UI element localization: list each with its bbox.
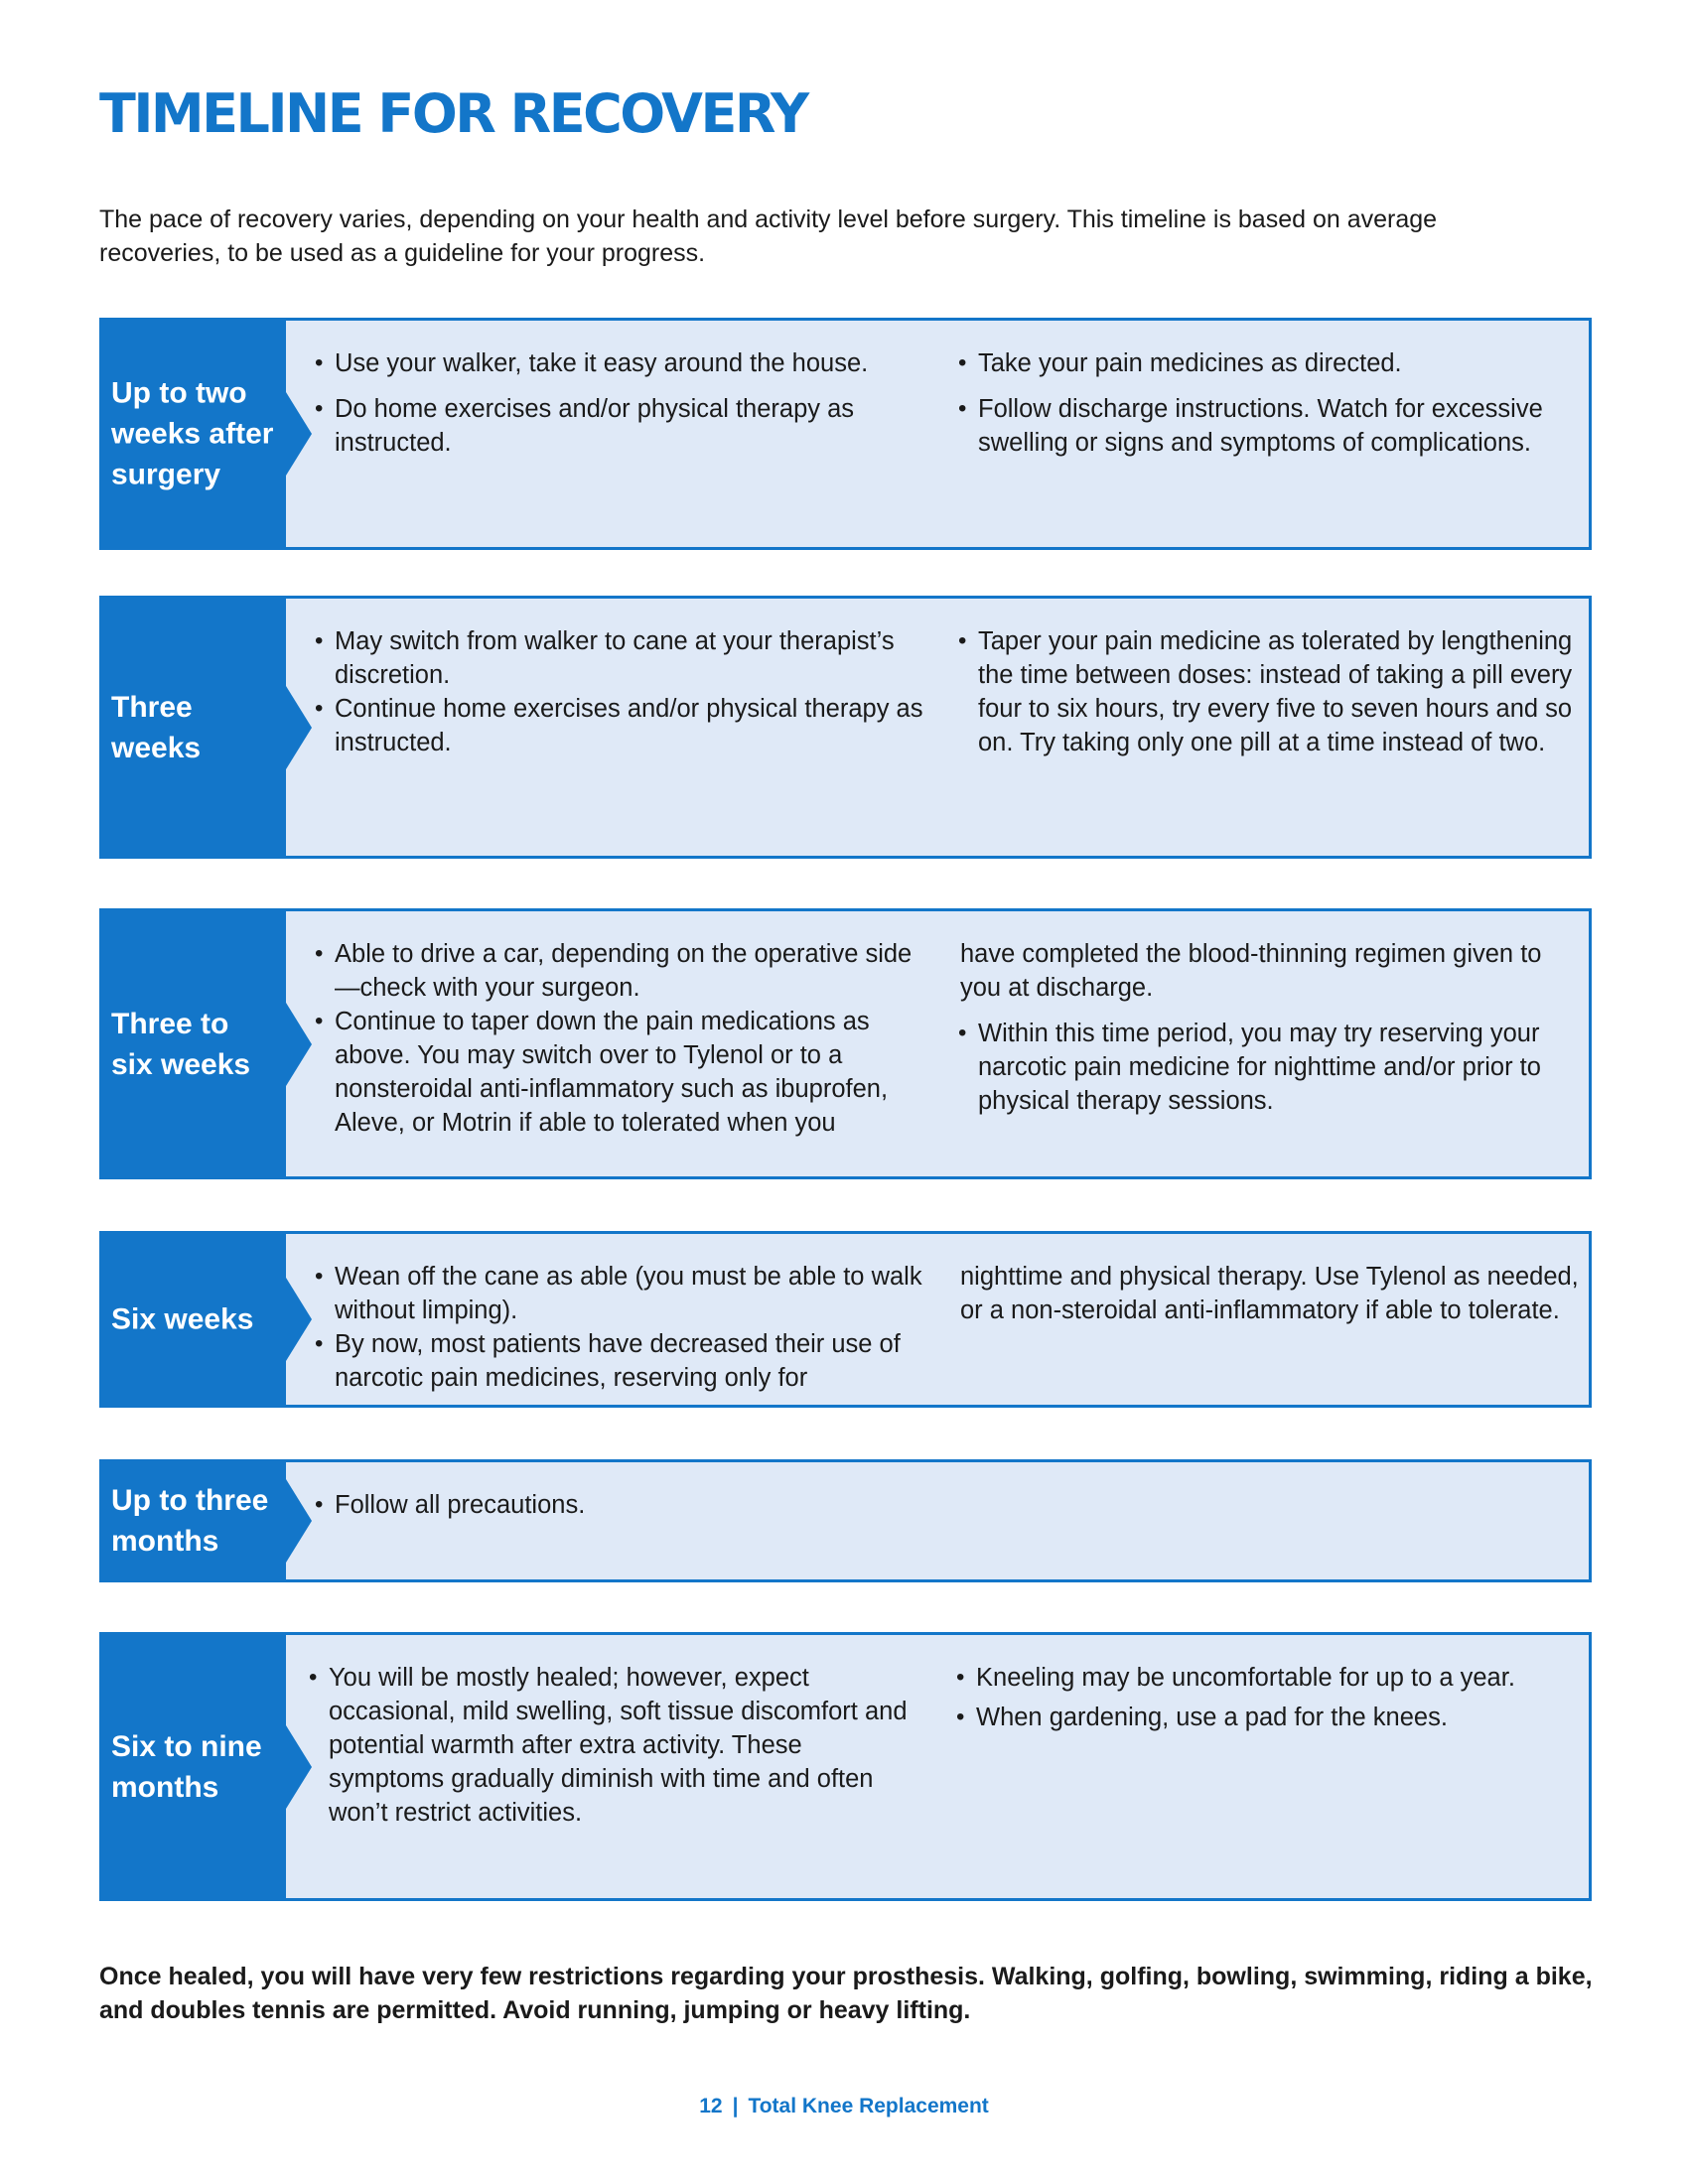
list-item: • By now, most patients have decreased their use of narcotic pain medicines, reserving only for <box>313 1327 928 1395</box>
section-label-box <box>99 1231 286 1408</box>
list-item: • Continue home exercises and/or physical therapy as instructed. <box>313 692 928 759</box>
closing-paragraph: Once healed, you will have very few restrictions regarding your prosthesis. Walking, golfing, bowling, swimming, riding a bike, and doubles tennis are permitted. Avoid running, jumping or heavy lifting. <box>99 1963 1593 2024</box>
timeline-section-three-months <box>99 1459 1592 1582</box>
left-column <box>313 346 928 472</box>
footer-doc-title: Total Knee Replacement <box>748 2095 989 2117</box>
section-label-box <box>99 1632 286 1901</box>
right-column <box>956 1260 1582 1339</box>
chevron-right-icon <box>286 1479 312 1563</box>
chevron-right-icon <box>286 392 312 476</box>
section-label-box <box>99 318 286 550</box>
right-column <box>956 624 1582 771</box>
page-title: TIMELINE FOR RECOVERY <box>99 82 807 145</box>
list-item: • Taper your pain medicine as tolerated by lengthening the time between doses: instead of taking a pill every four to six hours, try every five to seven hours and so on. Try taking only one pill at a time instead of two. <box>956 624 1582 759</box>
section-label: Three weeks <box>111 690 202 764</box>
timeline-section-two-weeks <box>99 318 1592 550</box>
list-item: • Follow all precautions. <box>313 1488 928 1522</box>
section-label: Up to two weeks after surgery <box>111 376 274 491</box>
list-item: • Follow discharge instructions. Watch for excessive swelling or signs and symptoms of complications. <box>956 392 1582 460</box>
list-item: • Use your walker, take it easy around the house. <box>313 346 928 380</box>
list-item-continuation: nighttime and physical therapy. Use Tylenol as needed, or a non-steroidal anti-inflammatory if able to tolerate. <box>960 1263 1579 1324</box>
list-item: • Do home exercises and/or physical therapy as instructed. <box>313 392 928 460</box>
footer-separator: | <box>732 2095 739 2117</box>
list-item: • Wean off the cane as able (you must be able to walk without limping). <box>313 1260 928 1327</box>
list-item: • Kneeling may be uncomfortable for up to a year. <box>954 1661 1580 1695</box>
timeline-section-three-to-six-weeks <box>99 908 1592 1179</box>
chevron-right-icon <box>286 1003 312 1086</box>
left-column <box>313 1488 928 1534</box>
right-column <box>956 346 1582 472</box>
chevron-right-icon <box>286 686 312 769</box>
right-column <box>956 937 1582 1130</box>
list-item: • Continue to taper down the pain medications as above. You may switch over to Tylenol or to a nonsteroidal anti-inflammatory such as ibuprofen, Aleve, or Motrin if able to tolerated when you <box>313 1005 928 1140</box>
left-column <box>313 937 928 1152</box>
list-item: • Take your pain medicines as directed. <box>956 346 1582 380</box>
chevron-right-icon <box>286 1278 312 1361</box>
section-label: Six weeks <box>111 1302 254 1336</box>
section-label: Up to three months <box>111 1484 269 1558</box>
left-column <box>313 624 928 771</box>
list-item-continuation: have completed the blood-thinning regimen given to you at discharge. <box>960 940 1542 1002</box>
timeline-section-three-weeks <box>99 596 1592 859</box>
section-label: Three to six weeks <box>111 1007 251 1081</box>
section-label-box <box>99 1459 286 1582</box>
list-item: • When gardening, use a pad for the knees. <box>954 1701 1580 1734</box>
section-label-box <box>99 908 286 1179</box>
left-column <box>313 1260 928 1407</box>
left-column <box>307 1661 922 1842</box>
page-footer <box>0 2095 1688 2118</box>
intro-paragraph: The pace of recovery varies, depending on your health and activity level before surgery. This timeline is based on average recoveries, to be used as a guideline for your progress. <box>99 205 1438 267</box>
list-item: • Within this time period, you may try reserving your narcotic pain medicine for nighttime and/or prior to physical therapy sessions. <box>956 1017 1582 1118</box>
section-label-box <box>99 596 286 859</box>
timeline-section-six-to-nine-months <box>99 1632 1592 1901</box>
list-item: • May switch from walker to cane at your therapist’s discretion. <box>313 624 928 692</box>
section-label: Six to nine months <box>111 1729 262 1804</box>
list-item: • You will be mostly healed; however, expect occasional, mild swelling, soft tissue discomfort and potential warmth after extra activity. These symptoms gradually diminish with time and often won’t restrict activities. <box>307 1661 922 1830</box>
right-column <box>954 1661 1580 1746</box>
page-number: 12 <box>699 2095 723 2117</box>
list-item: • Able to drive a car, depending on the operative side—check with your surgeon. <box>313 937 928 1005</box>
timeline-section-six-weeks <box>99 1231 1592 1408</box>
